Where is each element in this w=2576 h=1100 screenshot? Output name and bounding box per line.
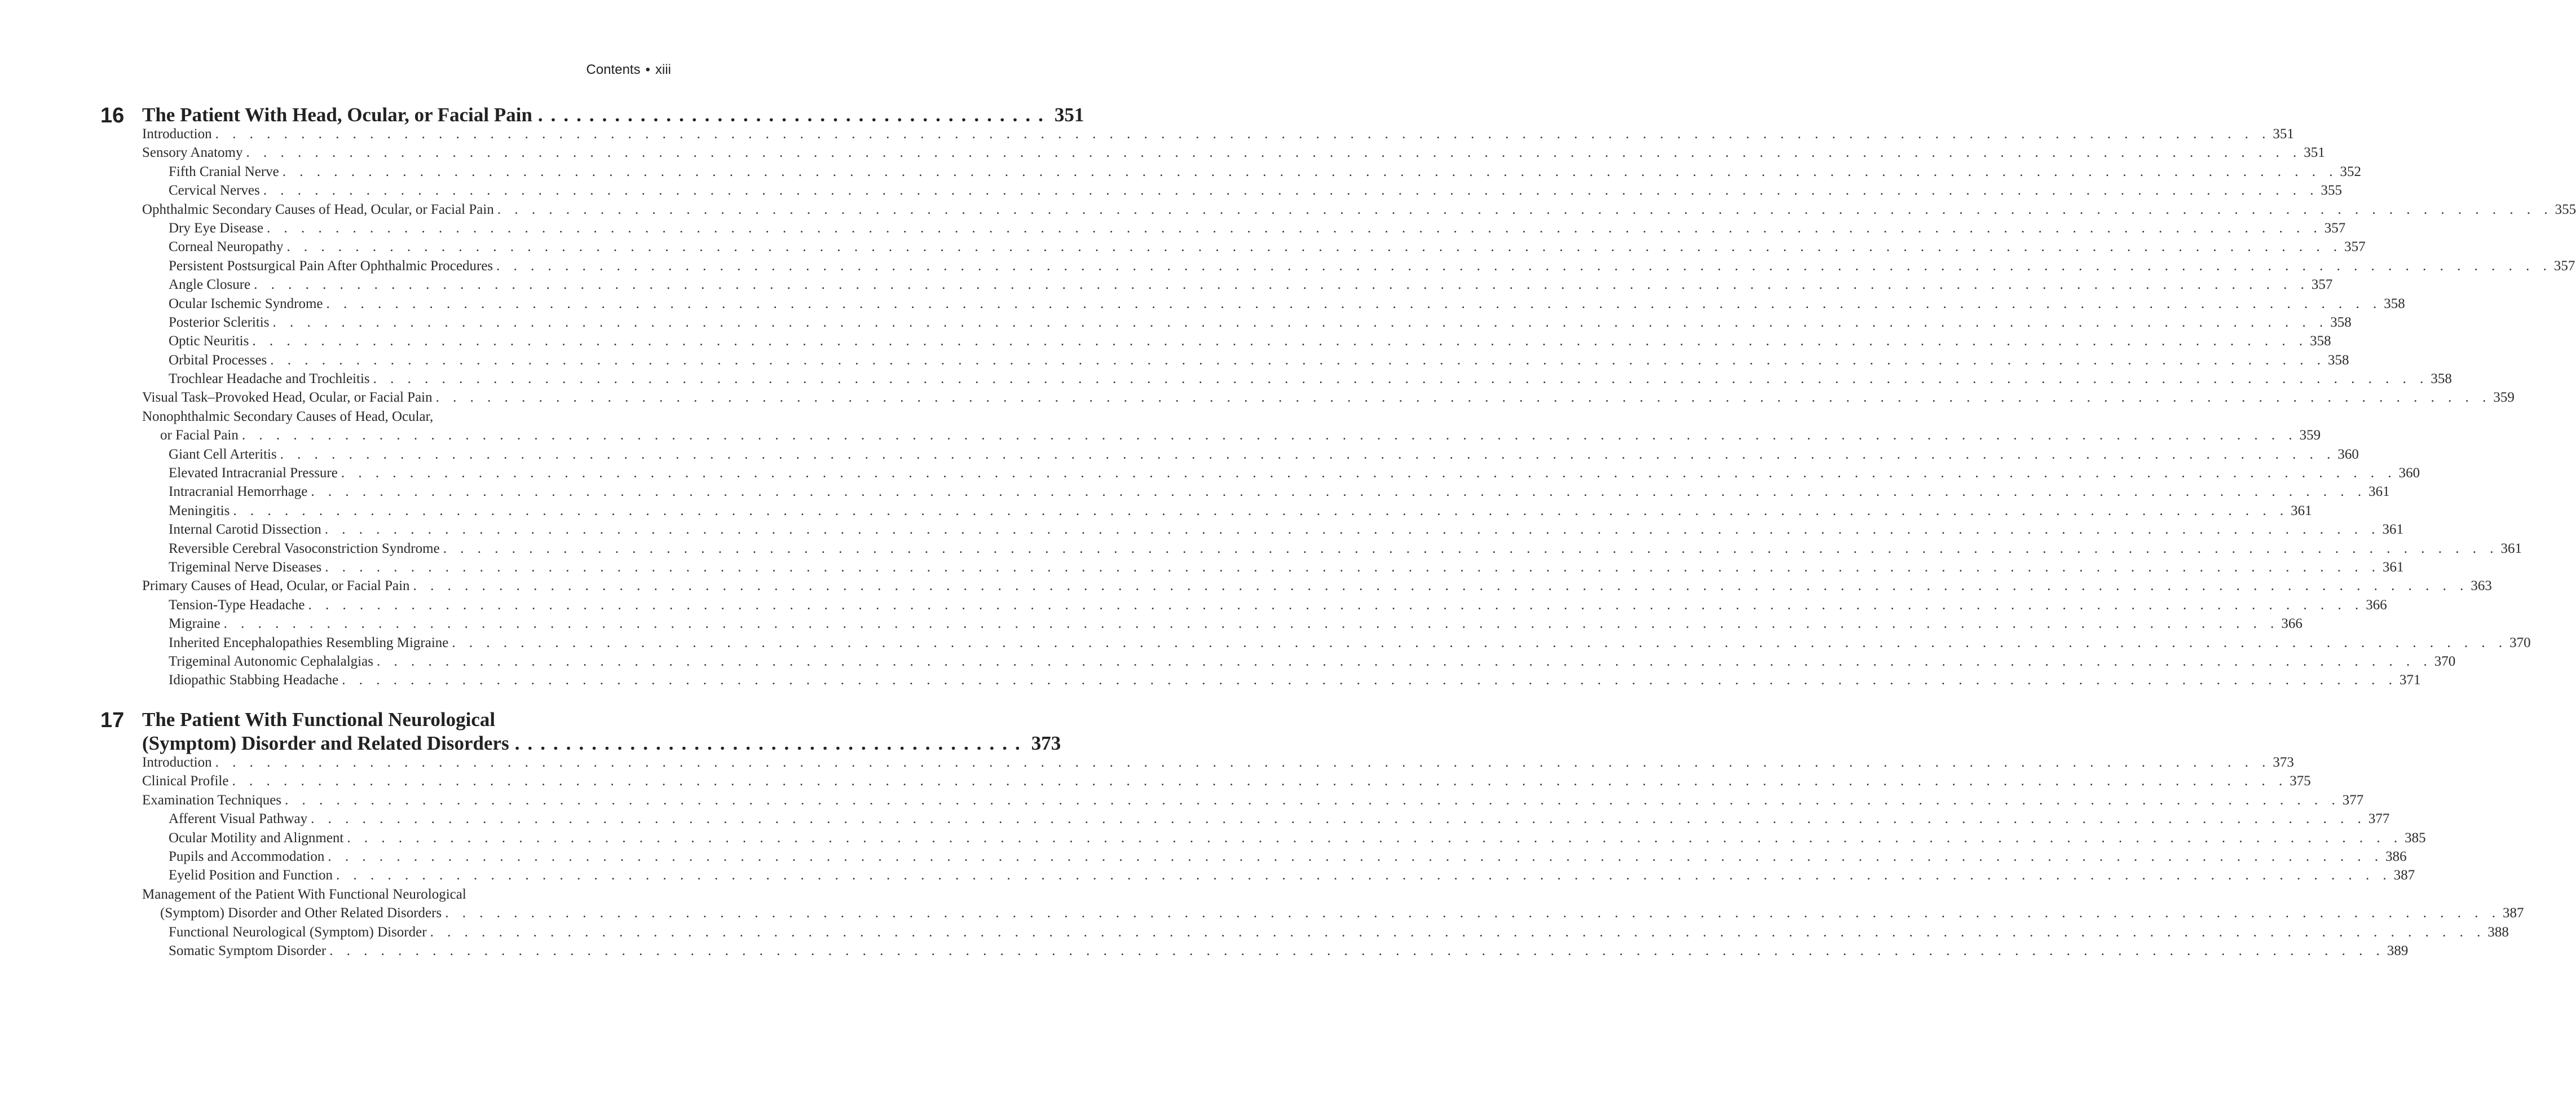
toc-entry-page: 357 [2311, 277, 2333, 293]
chapter-entries [0, 753, 2524, 960]
toc-entry-page: 361 [2382, 522, 2404, 538]
toc-entry-title: Tension-Type Headache [169, 597, 305, 613]
leader-dots: . . . . . . . . . . . . . . . . . . . . . . . . . . . . . . . . . . . . . . . . . . . . . . . . . . . . . . . . . . . . . . . . . . . . . . . . . . . . . . . . . . . . . . . . . . . . . . . . . . . . . . . . . . . . . . . . . . . . . . . . [445, 905, 2500, 921]
leader-dots: ........................................ [514, 732, 1028, 754]
leader-dots: . . . . . . . . . . . . . . . . . . . . . . . . . . . . . . . . . . . . . . . . . . . . . . . . . . . . . . . . . . . . . . . . . . . . . . . . . . . . . . . . . . . . . . . . . . . . . . . . . . . . . . . . . . . . . . . . . . . . . . . . [341, 465, 2397, 481]
toc-entry-title: Ocular Motility and Alignment [169, 830, 344, 846]
toc-entry-title: Giant Cell Arteritis [169, 446, 277, 462]
toc-entry-title: Clinical Profile [142, 773, 229, 789]
leader-dots: . . . . . . . . . . . . . . . . . . . . . . . . . . . . . . . . . . . . . . . . . . . . . . . . . . . . . . . . . . . . . . . . . . . . . . . . . . . . . . . . . . . . . . . . . . . . . . . . . . . . . . . . . . . . . . . . . . . . . . . . [252, 333, 2308, 349]
toc-entry-title: Posterior Scleritis [169, 314, 270, 330]
toc-entry-title: Trigeminal Nerve Diseases [169, 559, 322, 575]
toc-entry-page: 361 [2291, 503, 2312, 518]
toc-entry-page: 385 [2405, 830, 2426, 846]
toc-entry[interactable] [169, 866, 2415, 885]
toc-entry-title: Internal Carotid Dissection [169, 522, 321, 538]
toc-entry-page: 366 [2281, 616, 2302, 632]
toc-entry-title: Migraine [169, 616, 220, 632]
leader-dots: . . . . . . . . . . . . . . . . . . . . . . . . . . . . . . . . . . . . . . . . . . . . . . . . . . . . . . . . . . . . . . . . . . . . . . . . . . . . . . . . . . . . . . . . . . . . . . . . . . . . . . . . . . . . . . . . . . . . . . . . [263, 183, 2319, 199]
toc-entry[interactable] [169, 275, 2333, 294]
toc-entry[interactable] [169, 520, 2404, 539]
running-head-page: xiii [655, 62, 671, 77]
toc-entry[interactable] [169, 501, 2312, 520]
toc-entry[interactable] [169, 162, 2362, 181]
toc-entry-page: 358 [2310, 333, 2331, 349]
toc-entry-page: 357 [2324, 220, 2346, 236]
toc-entry-page: 388 [2487, 924, 2509, 940]
toc-entry-title: Introduction [142, 126, 212, 142]
toc-entry[interactable] [142, 388, 2515, 407]
toc-entry-page: 361 [2500, 540, 2522, 556]
toc-entry[interactable] [169, 294, 2405, 313]
leader-dots: . . . . . . . . . . . . . . . . . . . . . . . . . . . . . . . . . . . . . . . . . . . . . . . . . . . . . . . . . . . . . . . . . . . . . . . . . . . . . . . . . . . . . . . . . . . . . . . . . . . . . . . . . . . . . . . . . . . . . . . . [497, 201, 2553, 217]
leader-dots: . . . . . . . . . . . . . . . . . . . . . . . . . . . . . . . . . . . . . . . . . . . . . . . . . . . . . . . . . . . . . . . . . . . . . . . . . . . . . . . . . . . . . . . . . . . . . . . . . . . . . . . . . . . . . . . . . . . . . . . . [215, 755, 2271, 770]
leader-dots: . . . . . . . . . . . . . . . . . . . . . . . . . . . . . . . . . . . . . . . . . . . . . . . . . . . . . . . . . . . . . . . . . . . . . . . . . . . . . . . . . . . . . . . . . . . . . . . . . . . . . . . . . . . . . . . . . . . . . . . . [270, 352, 2326, 368]
toc-entry[interactable] [169, 351, 2349, 369]
toc-entry[interactable] [169, 941, 2409, 960]
toc-entry-title: Examination Techniques [142, 792, 282, 808]
leader-dots: . . . . . . . . . . . . . . . . . . . . . . . . . . . . . . . . . . . . . . . . . . . . . . . . . . . . . . . . . . . . . . . . . . . . . . . . . . . . . . . . . . . . . . . . . . . . . . . . . . . . . . . . . . . . . . . . . . . . . . . . [376, 653, 2432, 669]
toc-entry-title: Trigeminal Autonomic Cephalalgias [169, 653, 373, 669]
toc-entry-page: 361 [2383, 559, 2404, 575]
toc-entry[interactable] [142, 577, 2492, 595]
toc-entry[interactable] [169, 464, 2420, 482]
toc-entry[interactable] [142, 407, 671, 426]
toc-entry-title: Inherited Encephalopathies Resembling Migraine [169, 635, 449, 650]
leader-dots: . . . . . . . . . . . . . . . . . . . . . . . . . . . . . . . . . . . . . . . . . . . . . . . . . . . . . . . . . . . . . . . . . . . . . . . . . . . . . . . . . . . . . . . . . . . . . . . . . . . . . . . . . . . . . . . . . . . . . . . . [336, 868, 2392, 883]
toc-entry[interactable] [169, 829, 2426, 847]
running-head-label: Contents [586, 62, 641, 77]
leader-dots: . . . . . . . . . . . . . . . . . . . . . . . . . . . . . . . . . . . . . . . . . . . . . . . . . . . . . . . . . . . . . . . . . . . . . . . . . . . . . . . . . . . . . . . . . . . . . . . . . . . . . . . . . . . . . . . . . . . . . . . . [215, 126, 2271, 142]
toc-entry-page: 355 [2321, 183, 2342, 199]
toc-entry-title: Sensory Anatomy [142, 145, 243, 161]
toc-entry-page: 351 [2304, 145, 2325, 161]
toc-entry-title: Primary Causes of Head, Ocular, or Facial Pain [142, 578, 410, 594]
toc-entry[interactable] [142, 791, 2364, 809]
toc-entry-title: Trochlear Headache and Trochleitis [169, 371, 370, 387]
toc-entry-title: Optic Neuritis [169, 333, 249, 349]
leader-dots: . . . . . . . . . . . . . . . . . . . . . . . . . . . . . . . . . . . . . . . . . . . . . . . . . . . . . . . . . . . . . . . . . . . . . . . . . . . . . . . . . . . . . . . . . . . . . . . . . . . . . . . . . . . . . . . . . . . . . . . . [308, 597, 2364, 613]
toc-entry-page: 360 [2337, 446, 2359, 462]
leader-dots: . . . . . . . . . . . . . . . . . . . . . . . . . . . . . . . . . . . . . . . . . . . . . . . . . . . . . . . . . . . . . . . . . . . . . . . . . . . . . . . . . . . . . . . . . . . . . . . . . . . . . . . . . . . . . . . . . . . . . . . . [435, 390, 2491, 406]
toc-entry-page: 373 [2273, 755, 2294, 770]
toc-entry-title: Cervical Nerves [169, 183, 260, 199]
leader-dots: . . . . . . . . . . . . . . . . . . . . . . . . . . . . . . . . . . . . . . . . . . . . . . . . . . . . . . . . . . . . . . . . . . . . . . . . . . . . . . . . . . . . . . . . . . . . . . . . . . . . . . . . . . . . . . . . . . . . . . . . [280, 446, 2336, 462]
leader-dots: . . . . . . . . . . . . . . . . . . . . . . . . . . . . . . . . . . . . . . . . . . . . . . . . . . . . . . . . . . . . . . . . . . . . . . . . . . . . . . . . . . . . . . . . . . . . . . . . . . . . . . . . . . . . . . . . . . . . . . . . [324, 522, 2380, 538]
leader-dots: . . . . . . . . . . . . . . . . . . . . . . . . . . . . . . . . . . . . . . . . . . . . . . . . . . . . . . . . . . . . . . . . . . . . . . . . . . . . . . . . . . . . . . . . . . . . . . . . . . . . . . . . . . . . . . . . . . . . . . . . [325, 559, 2380, 575]
toc-entry-page: 360 [2398, 465, 2420, 481]
toc-entry-page: 386 [2385, 848, 2407, 864]
running-head-bullet: • [645, 62, 650, 77]
toc-entry[interactable] [169, 313, 2352, 332]
toc-entry-title: Introduction [142, 755, 212, 770]
toc-entry-title: or Facial Pain [160, 428, 239, 443]
leader-dots: ........................................ [537, 104, 1051, 126]
chapter-number: 16 [100, 104, 125, 127]
toc-entry-title: Functional Neurological (Symptom) Disorder [169, 924, 427, 940]
toc-entry-page: 358 [2330, 314, 2352, 330]
toc-entry-title: Intracranial Hemorrhage [169, 484, 308, 500]
leader-dots: . . . . . . . . . . . . . . . . . . . . . . . . . . . . . . . . . . . . . . . . . . . . . . . . . . . . . . . . . . . . . . . . . . . . . . . . . . . . . . . . . . . . . . . . . . . . . . . . . . . . . . . . . . . . . . . . . . . . . . . . [326, 296, 2382, 311]
toc-entry-page: 352 [2340, 164, 2362, 179]
toc-entry-page: 357 [2553, 258, 2575, 274]
toc-entry-title: Ophthalmic Secondary Causes of Head, Ocular, or Facial Pain [142, 201, 494, 217]
toc-entry[interactable] [169, 482, 2390, 501]
chapter-title-text: The Patient With Functional Neurological [142, 709, 496, 731]
toc-entry-page: 371 [2399, 672, 2421, 688]
toc-entry-title: Corneal Neuropathy [169, 239, 284, 255]
chapter-title[interactable] [142, 103, 1084, 127]
toc-entry-title: Meningitis [169, 503, 230, 518]
toc-entry-title: Orbital Processes [169, 352, 267, 368]
toc-entry[interactable] [169, 671, 2421, 689]
chapter-title-text: The Patient With Head, Ocular, or Facial Pain [142, 104, 532, 126]
toc-entry-title: Somatic Symptom Disorder [169, 943, 327, 958]
toc-entry-page: 351 [2273, 126, 2294, 142]
toc-entry-page: 389 [2387, 943, 2409, 958]
leader-dots: . . . . . . . . . . . . . . . . . . . . . . . . . . . . . . . . . . . . . . . . . . . . . . . . . . . . . . . . . . . . . . . . . . . . . . . . . . . . . . . . . . . . . . . . . . . . . . . . . . . . . . . . . . . . . . . . . . . . . . . . [223, 616, 2279, 632]
toc-entry-page: 377 [2342, 792, 2364, 808]
toc-entry[interactable] [142, 143, 2325, 162]
toc-entry-title: Reversible Cerebral Vasoconstriction Syndrome [169, 540, 440, 556]
toc-entry-page: 387 [2502, 905, 2524, 921]
leader-dots: . . . . . . . . . . . . . . . . . . . . . . . . . . . . . . . . . . . . . . . . . . . . . . . . . . . . . . . . . . . . . . . . . . . . . . . . . . . . . . . . . . . . . . . . . . . . . . . . . . . . . . . . . . . . . . . . . . . . . . . . [267, 220, 2322, 236]
toc-entry-page: 366 [2366, 597, 2387, 613]
toc-entry-title: Elevated Intracranial Pressure [169, 465, 338, 481]
toc-entry[interactable] [169, 558, 2404, 577]
toc-entry[interactable] [160, 904, 2524, 922]
toc-entry-page: 359 [2493, 390, 2515, 406]
toc-entry-title: Dry Eye Disease [169, 220, 263, 236]
leader-dots: . . . . . . . . . . . . . . . . . . . . . . . . . . . . . . . . . . . . . . . . . . . . . . . . . . . . . . . . . . . . . . . . . . . . . . . . . . . . . . . . . . . . . . . . . . . . . . . . . . . . . . . . . . . . . . . . . . . . . . . . [452, 635, 2508, 650]
leader-dots: . . . . . . . . . . . . . . . . . . . . . . . . . . . . . . . . . . . . . . . . . . . . . . . . . . . . . . . . . . . . . . . . . . . . . . . . . . . . . . . . . . . . . . . . . . . . . . . . . . . . . . . . . . . . . . . . . . . . . . . . [241, 428, 2297, 443]
toc-entry-title: Angle Closure [169, 277, 251, 293]
toc-entry-page: 361 [2368, 484, 2390, 500]
leader-dots: . . . . . . . . . . . . . . . . . . . . . . . . . . . . . . . . . . . . . . . . . . . . . . . . . . . . . . . . . . . . . . . . . . . . . . . . . . . . . . . . . . . . . . . . . . . . . . . . . . . . . . . . . . . . . . . . . . . . . . . . [286, 239, 2343, 255]
toc-entry-title: Fifth Cranial Nerve [169, 164, 279, 179]
toc-entry[interactable] [160, 426, 2321, 445]
toc-entry[interactable] [169, 369, 2452, 388]
leader-dots: . . . . . . . . . . . . . . . . . . . . . . . . . . . . . . . . . . . . . . . . . . . . . . . . . . . . . . . . . . . . . . . . . . . . . . . . . . . . . . . . . . . . . . . . . . . . . . . . . . . . . . . . . . . . . . . . . . . . . . . . [232, 773, 2288, 789]
toc-entry[interactable] [169, 181, 2342, 200]
toc-entry-title: Afferent Visual Pathway [169, 811, 308, 827]
toc-entry-page: 357 [2344, 239, 2366, 255]
toc-entry-page: 359 [2299, 428, 2321, 443]
leader-dots: . . . . . . . . . . . . . . . . . . . . . . . . . . . . . . . . . . . . . . . . . . . . . . . . . . . . . . . . . . . . . . . . . . . . . . . . . . . . . . . . . . . . . . . . . . . . . . . . . . . . . . . . . . . . . . . . . . . . . . . . [443, 540, 2499, 556]
toc-entry-page: 358 [2384, 296, 2405, 311]
toc-entry[interactable] [169, 652, 2456, 671]
toc-entry[interactable] [169, 445, 2359, 464]
toc-entry-page: 358 [2431, 371, 2452, 387]
leader-dots: . . . . . . . . . . . . . . . . . . . . . . . . . . . . . . . . . . . . . . . . . . . . . . . . . . . . . . . . . . . . . . . . . . . . . . . . . . . . . . . . . . . . . . . . . . . . . . . . . . . . . . . . . . . . . . . . . . . . . . . . [329, 943, 2385, 958]
toc-entry[interactable] [169, 633, 2531, 652]
toc-entry[interactable] [169, 809, 2390, 828]
toc-entry-title: Persistent Postsurgical Pain After Ophthalmic Procedures [169, 258, 493, 274]
leader-dots: . . . . . . . . . . . . . . . . . . . . . . . . . . . . . . . . . . . . . . . . . . . . . . . . . . . . . . . . . . . . . . . . . . . . . . . . . . . . . . . . . . . . . . . . . . . . . . . . . . . . . . . . . . . . . . . . . . . . . . . . [328, 848, 2384, 864]
toc-entry[interactable] [169, 237, 2366, 256]
toc-entry[interactable] [169, 539, 2522, 558]
leader-dots: . . . . . . . . . . . . . . . . . . . . . . . . . . . . . . . . . . . . . . . . . . . . . . . . . . . . . . . . . . . . . . . . . . . . . . . . . . . . . . . . . . . . . . . . . . . . . . . . . . . . . . . . . . . . . . . . . . . . . . . . [347, 830, 2403, 846]
running-head [586, 62, 671, 78]
leader-dots: . . . . . . . . . . . . . . . . . . . . . . . . . . . . . . . . . . . . . . . . . . . . . . . . . . . . . . . . . . . . . . . . . . . . . . . . . . . . . . . . . . . . . . . . . . . . . . . . . . . . . . . . . . . . . . . . . . . . . . . . [282, 164, 2338, 179]
leader-dots: . . . . . . . . . . . . . . . . . . . . . . . . . . . . . . . . . . . . . . . . . . . . . . . . . . . . . . . . . . . . . . . . . . . . . . . . . . . . . . . . . . . . . . . . . . . . . . . . . . . . . . . . . . . . . . . . . . . . . . . . [254, 277, 2309, 293]
toc-entry-title: (Symptom) Disorder and Other Related Disorders [160, 905, 442, 921]
leader-dots: . . . . . . . . . . . . . . . . . . . . . . . . . . . . . . . . . . . . . . . . . . . . . . . . . . . . . . . . . . . . . . . . . . . . . . . . . . . . . . . . . . . . . . . . . . . . . . . . . . . . . . . . . . . . . . . . . . . . . . . . [246, 145, 2302, 161]
toc-entry-title: Ocular Ischemic Syndrome [169, 296, 323, 311]
toc-entry[interactable] [142, 200, 2576, 219]
toc-entry-page: 375 [2290, 773, 2311, 789]
toc-entry-page: 370 [2509, 635, 2531, 650]
toc-entry[interactable] [142, 772, 2311, 790]
toc-entry-title: Nonophthalmic Secondary Causes of Head, Ocular, [142, 408, 434, 424]
toc-entry[interactable] [142, 125, 2294, 143]
toc-entry[interactable] [142, 753, 2294, 772]
leader-dots: . . . . . . . . . . . . . . . . . . . . . . . . . . . . . . . . . . . . . . . . . . . . . . . . . . . . . . . . . . . . . . . . . . . . . . . . . . . . . . . . . . . . . . . . . . . . . . . . . . . . . . . . . . . . . . . . . . . . . . . . [430, 924, 2486, 940]
chapter-page-number: 351 [1054, 104, 1084, 126]
toc-entry-title: Visual Task–Provoked Head, Ocular, or Facial Pain [142, 390, 433, 406]
leader-dots: . . . . . . . . . . . . . . . . . . . . . . . . . . . . . . . . . . . . . . . . . . . . . . . . . . . . . . . . . . . . . . . . . . . . . . . . . . . . . . . . . . . . . . . . . . . . . . . . . . . . . . . . . . . . . . . . . . . . . . . . [285, 792, 2340, 808]
toc-entry[interactable] [169, 923, 2509, 941]
toc-entry-page: 387 [2393, 868, 2415, 883]
leader-dots: . . . . . . . . . . . . . . . . . . . . . . . . . . . . . . . . . . . . . . . . . . . . . . . . . . . . . . . . . . . . . . . . . . . . . . . . . . . . . . . . . . . . . . . . . . . . . . . . . . . . . . . . . . . . . . . . . . . . . . . . [311, 811, 2366, 827]
toc-entry[interactable] [169, 847, 2407, 866]
toc-entry-page: 358 [2328, 352, 2349, 368]
toc-entry-page: 363 [2471, 578, 2492, 594]
toc-entry[interactable] [169, 614, 2302, 633]
leader-dots: . . . . . . . . . . . . . . . . . . . . . . . . . . . . . . . . . . . . . . . . . . . . . . . . . . . . . . . . . . . . . . . . . . . . . . . . . . . . . . . . . . . . . . . . . . . . . . . . . . . . . . . . . . . . . . . . . . . . . . . . [272, 314, 2328, 330]
toc-entry[interactable] [169, 332, 2331, 350]
chapter-entries [0, 125, 2576, 690]
toc-entry[interactable] [142, 885, 671, 904]
leader-dots: . . . . . . . . . . . . . . . . . . . . . . . . . . . . . . . . . . . . . . . . . . . . . . . . . . . . . . . . . . . . . . . . . . . . . . . . . . . . . . . . . . . . . . . . . . . . . . . . . . . . . . . . . . . . . . . . . . . . . . . . [413, 578, 2469, 594]
toc-entry-title: Eyelid Position and Function [169, 868, 333, 883]
leader-dots: . . . . . . . . . . . . . . . . . . . . . . . . . . . . . . . . . . . . . . . . . . . . . . . . . . . . . . . . . . . . . . . . . . . . . . . . . . . . . . . . . . . . . . . . . . . . . . . . . . . . . . . . . . . . . . . . . . . . . . . . [373, 371, 2429, 387]
toc-entry-page: 355 [2555, 201, 2576, 217]
chapter-title-text: (Symptom) Disorder and Related Disorders [142, 732, 509, 754]
toc-entry-title: Pupils and Accommodation [169, 848, 325, 864]
toc-entry-page: 377 [2368, 811, 2390, 827]
leader-dots: . . . . . . . . . . . . . . . . . . . . . . . . . . . . . . . . . . . . . . . . . . . . . . . . . . . . . . . . . . . . . . . . . . . . . . . . . . . . . . . . . . . . . . . . . . . . . . . . . . . . . . . . . . . . . . . . . . . . . . . . [233, 503, 2289, 518]
toc-entry-page: 370 [2434, 653, 2456, 669]
chapter-number: 17 [100, 709, 125, 732]
leader-dots: . . . . . . . . . . . . . . . . . . . . . . . . . . . . . . . . . . . . . . . . . . . . . . . . . . . . . . . . . . . . . . . . . . . . . . . . . . . . . . . . . . . . . . . . . . . . . . . . . . . . . . . . . . . . . . . . . . . . . . . . [342, 672, 2398, 688]
toc-entry[interactable] [169, 596, 2387, 614]
chapter-title[interactable] [142, 708, 1061, 755]
toc-entry-title: Idiopathic Stabbing Headache [169, 672, 339, 688]
leader-dots: . . . . . . . . . . . . . . . . . . . . . . . . . . . . . . . . . . . . . . . . . . . . . . . . . . . . . . . . . . . . . . . . . . . . . . . . . . . . . . . . . . . . . . . . . . . . . . . . . . . . . . . . . . . . . . . . . . . . . . . . [311, 484, 2367, 500]
toc-entry-title: Management of the Patient With Functional Neurological [142, 886, 466, 902]
leader-dots: . . . . . . . . . . . . . . . . . . . . . . . . . . . . . . . . . . . . . . . . . . . . . . . . . . . . . . . . . . . . . . . . . . . . . . . . . . . . . . . . . . . . . . . . . . . . . . . . . . . . . . . . . . . . . . . . . . . . . . . . [496, 258, 2552, 274]
toc-entry[interactable] [169, 257, 2575, 275]
chapter-page-number: 373 [1031, 732, 1061, 754]
toc-entry[interactable] [169, 219, 2346, 237]
